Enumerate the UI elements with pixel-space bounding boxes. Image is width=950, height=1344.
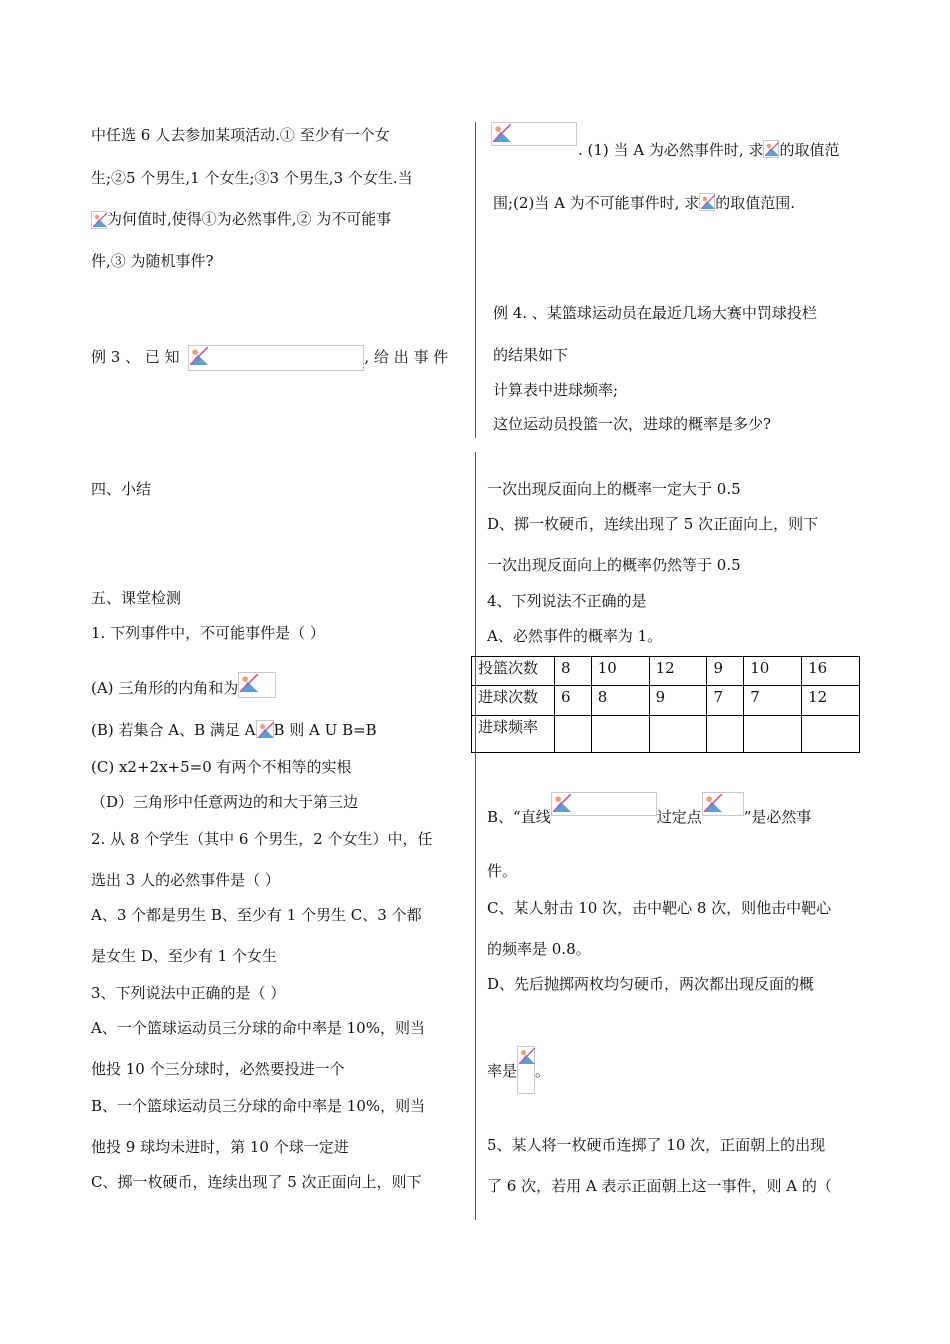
- row-header: 投篮次数: [472, 657, 555, 686]
- left-top-line3: 为何值时,使得①为必然事件,② 为不可能事: [91, 209, 391, 229]
- left-top-line2: 生;②5 个男生,1 个女生;③3 个男生,3 个女生.当: [91, 169, 413, 187]
- question-4-option-b-line2: 件。: [487, 862, 518, 880]
- left-top-line4: 件,③ 为随机事件?: [91, 252, 214, 270]
- left-top-line1: 中任选 6 人去参加某项活动.① 至少有一个女: [91, 126, 390, 144]
- table-cell: 7: [707, 686, 744, 715]
- question-3-b-line1: B、一个篮球运动员三分球的命中率是 10%，则当: [91, 1097, 426, 1115]
- formula-image: [491, 122, 577, 146]
- question-1-option-a: (A) 三角形的内角和为: [91, 672, 276, 698]
- section-5-heading: 五、课堂检测: [91, 589, 182, 607]
- table-cell: [555, 715, 592, 752]
- right-top-line1-text: . (1) 当 A 为必然事件时, 求 的取值范: [578, 141, 840, 159]
- table-cell: 6: [555, 686, 592, 715]
- question-4: 4、下列说法不正确的是: [487, 592, 647, 610]
- question-3-c-line1: C、掷一枚硬币，连续出现了 5 次正面向上，则下: [91, 1173, 422, 1191]
- example4-line4: 这位运动员投篮一次，进球的概率是多少?: [493, 415, 772, 433]
- question-2-line2: 选出 3 人的必然事件是（ ）: [91, 871, 280, 889]
- table-cell: 12: [649, 657, 707, 686]
- broken-image-icon: [91, 211, 107, 229]
- question-3-d-line2: 一次出现反面向上的概率仍然等于 0.5: [487, 556, 741, 574]
- table-cell: [802, 715, 860, 752]
- broken-image-icon: [699, 193, 715, 211]
- table-cell: 10: [744, 657, 802, 686]
- formula-image: [238, 672, 276, 698]
- question-4-option-d-line2: 率是 。: [487, 1046, 550, 1096]
- question-4-option-a: A、必然事件的概率为 1。: [487, 627, 663, 645]
- section-4-heading: 四、小结: [91, 480, 152, 498]
- question-1-option-d: （D）三角形中任意两边的和大于第三边: [91, 793, 359, 811]
- table-cell: [707, 715, 744, 752]
- row-header: 进球频率: [472, 715, 555, 752]
- table-cell: 8: [555, 657, 592, 686]
- question-2-line1: 2. 从 8 个学生（其中 6 个男生，2 个女生）中，任: [91, 830, 433, 848]
- question-3-b-line2: 他投 9 球均未进时，第 10 个球一定进: [91, 1138, 349, 1156]
- question-5-line2: 了 6 次，若用 A 表示正面朝上这一事件，则 A 的（: [487, 1177, 832, 1195]
- table-cell: 10: [591, 657, 649, 686]
- column-divider-bottom: [475, 452, 476, 1220]
- formula-image: [551, 792, 657, 816]
- formula-image: [517, 1046, 535, 1094]
- question-3-d-line1: D、掷一枚硬币，连续出现了 5 次正面向上，则下: [487, 515, 819, 533]
- table-row: [472, 686, 860, 715]
- table-row: [472, 715, 860, 752]
- formula-image: [188, 345, 364, 371]
- question-2-line3: A、3 个都是男生 B、至少有 1 个男生 C、3 个都: [91, 906, 422, 924]
- right-top-line1: [491, 122, 577, 146]
- table-cell: [649, 715, 707, 752]
- table-row: [472, 657, 860, 686]
- shooting-results-table: [471, 656, 860, 753]
- table-cell: 7: [744, 686, 802, 715]
- table-cell: 8: [591, 686, 649, 715]
- broken-image-icon: [763, 140, 779, 158]
- question-1-option-c: (C) x2+2x+5=0 有两个不相等的实根: [91, 758, 352, 776]
- question-1: 1. 下列事件中，不可能事件是（ ）: [91, 624, 325, 642]
- table-cell: 12: [802, 686, 860, 715]
- question-3-a-line1: A、一个篮球运动员三分球的命中率是 10%，则当: [91, 1019, 425, 1037]
- row-header: 进球次数: [472, 686, 555, 715]
- table-cell: 16: [802, 657, 860, 686]
- column-divider-top: [475, 122, 476, 438]
- right-top-line2: 围;(2)当 A 为不可能事件时, 求 的取值范围.: [493, 194, 795, 212]
- table-cell: 9: [649, 686, 707, 715]
- formula-image: [702, 792, 744, 816]
- question-3-c-line2: 一次出现反面向上的概率一定大于 0.5: [487, 480, 741, 498]
- table-cell: [744, 715, 802, 752]
- example4-line3: 计算表中进球频率;: [493, 381, 619, 399]
- formula-image: [256, 720, 274, 738]
- example4-line2: 的结果如下: [493, 346, 569, 364]
- question-4-option-c-line2: 的频率是 0.8。: [487, 940, 591, 958]
- question-1-option-b: (B) 若集合 A、B 满足 A B 则 A U B=B: [91, 721, 377, 739]
- question-4-option-b: B、“直线 过定点 ”是必然事: [487, 792, 811, 842]
- table-cell: [591, 715, 649, 752]
- question-2-line4: 是女生 D、至少有 1 个女生: [91, 947, 277, 965]
- example3-line: 例 3 、 已 知 , 给 出 事 件: [91, 345, 448, 371]
- table-cell: 9: [707, 657, 744, 686]
- question-4-option-d-line1: D、先后抛掷两枚均匀硬币，两次都出现反面的概: [487, 975, 815, 993]
- example4-line1: 例 4. 、某篮球运动员在最近几场大赛中罚球投栏: [493, 304, 817, 322]
- question-3: 3、下列说法中正确的是（ ）: [91, 984, 286, 1002]
- question-3-a-line2: 他投 10 个三分球时，必然要投进一个: [91, 1060, 345, 1078]
- question-5-line1: 5、某人将一枚硬币连掷了 10 次，正面朝上的出现: [487, 1136, 826, 1154]
- question-4-option-c-line1: C、某人射击 10 次，击中靶心 8 次，则他击中靶心: [487, 899, 832, 917]
